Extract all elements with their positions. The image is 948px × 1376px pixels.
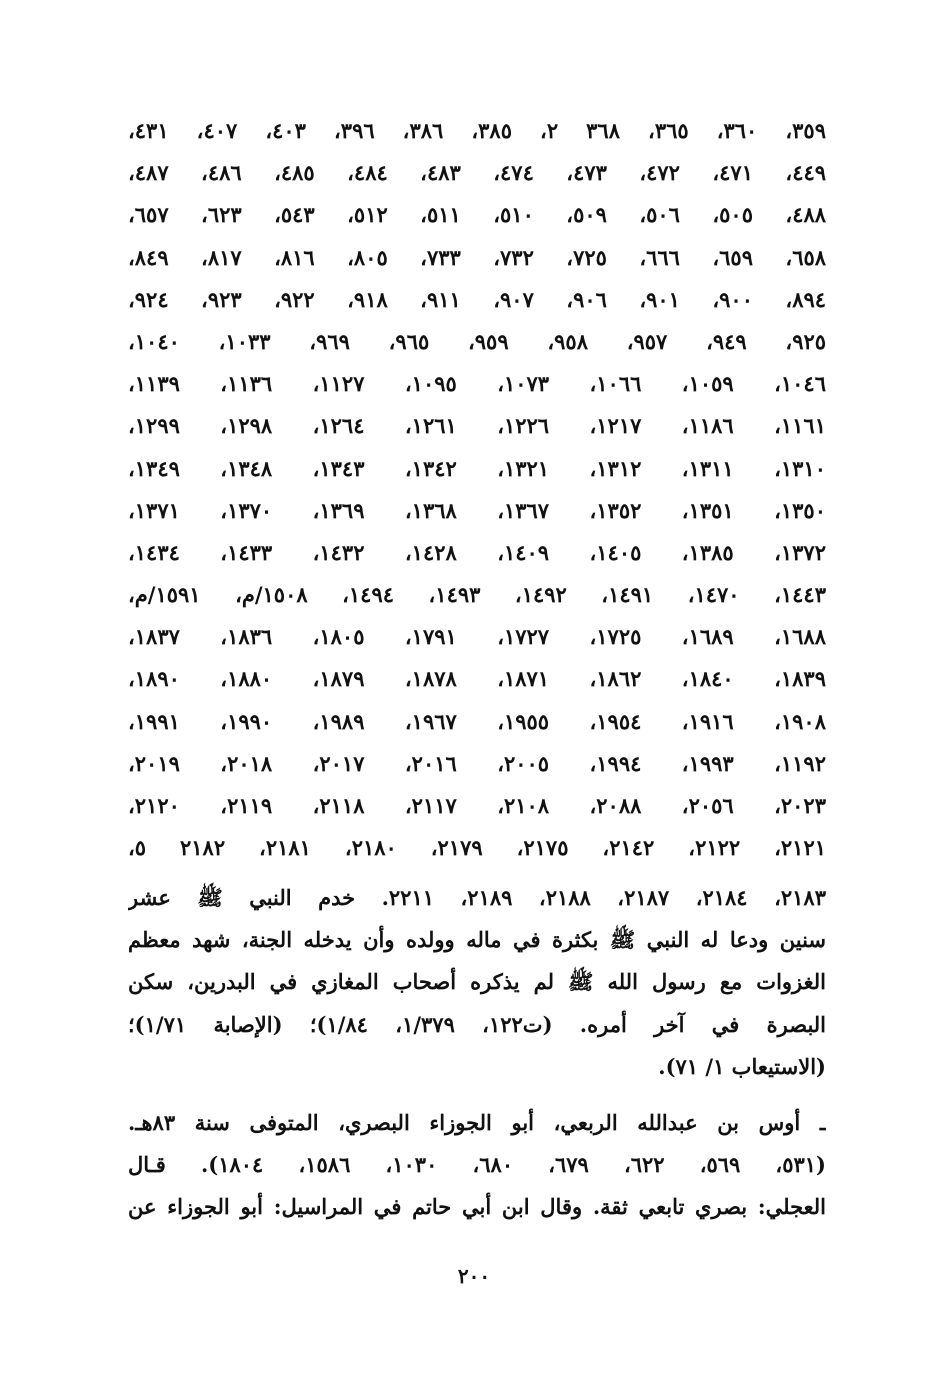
numbers-line: ١٠٤٦، ١٠٥٩، ١٠٦٦، ١٠٧٣، ١٠٩٥، ١١٢٧، ١١٣٦، ١١٣٩، bbox=[128, 371, 826, 397]
numbers-line: ١١٦١، ١١٨٦، ١٢١٧، ١٢٢٦، ١٢٦١، ١٢٦٤، ١٢٩٨، ١٢٩٩، bbox=[128, 413, 826, 439]
entry-line: (٥٣١، ٥٦٩، ٦٢٢، ٦٧٩، ٦٨٠، ١٠٣٠، ١٥٨٦، ١٨٠٤). قـال bbox=[128, 1152, 826, 1178]
numbers-line: ٦٥٨، ٦٥٩، ٦٦٦، ٧٢٥، ٧٣٢، ٧٣٣، ٨٠٥، ٨١٦، ٨١٧، ٨٤٩، bbox=[128, 244, 826, 270]
numbers-line: ٤٤٩، ٤٧١، ٤٧٢، ٤٧٣، ٤٧٤، ٤٨٣، ٤٨٤، ٤٨٥، ٤٨٦، ٤٨٧، bbox=[128, 160, 826, 186]
numbers-line: ١٦٨٨، ١٦٨٩، ١٧٢٥، ١٧٢٧، ١٧٩١، ١٨٠٥، ١٨٣٦، ١٨٣٧، bbox=[128, 624, 826, 650]
numbers-line: ٩٢٥، ٩٤٩، ٩٥٧، ٩٥٨، ٩٥٩، ٩٦٥، ٩٦٩، ١٠٣٣، ١٠٤٠، bbox=[128, 328, 826, 354]
numbers-line: ٢١٢١، ٢١٢٢، ٢١٤٢، ٢١٧٥، ٢١٧٩، ٢١٨٠، ٢١٨١، ٢١٨٢ ٥، bbox=[128, 835, 826, 861]
entry-line: ـ أوس بن عبدالله الربعي، أبو الجوزاء البصري، المتوفى سنة ٨٣هـ. bbox=[128, 1110, 826, 1135]
page-number: ٢٠٠ bbox=[457, 1264, 491, 1288]
numbers-line: ١٨٣٩، ١٨٤٠، ١٨٦٢، ١٨٧١، ١٨٧٨، ١٨٧٩، ١٨٨٠، ١٨٩٠، bbox=[128, 666, 826, 692]
numbers-line: ١٣١٠، ١٣١١، ١٣١٢، ١٣٢١، ١٣٤٢، ١٣٤٣، ١٣٤٨، ١٣٤٩، bbox=[128, 455, 826, 481]
numbers-line: ١٣٥٠، ١٣٥١، ١٣٥٢، ١٣٦٧، ١٣٦٨، ١٣٦٩، ١٣٧٠، ١٣٧١، bbox=[128, 497, 826, 523]
paragraph-line: سنين ودعا له النبي ﷺ بكثرة في ماله وولده وأن يدخله الجنة، شهد معظم bbox=[128, 927, 826, 953]
entry-line: العجلي: بصري تابعي ثقة. وقال ابن أبي حاتم في المراسيل: أبو الجوزاء عن bbox=[128, 1194, 826, 1220]
biography-paragraph bbox=[128, 877, 826, 1088]
numbers-line: ١٤٤٣، ١٤٧٠، ١٤٩١، ١٤٩٢، ١٤٩٣، ١٤٩٤، ١٥٠٨/م، ١٥٩١/م، bbox=[128, 582, 826, 608]
numbers-line: ٣٥٩، ٣٦٠، ٣٦٥، ٣٦٨ ٢، ٣٨٥، ٣٨٦، ٣٩٦، ٤٠٣، ٤٠٧، ٤٣١، bbox=[128, 118, 826, 143]
numbers-line: ٢٠٢٣، ٢٠٥٦، ٢٠٨٨، ٢١٠٨، ٢١١٧، ٢١١٨، ٢١١٩، ٢١٢٠، bbox=[128, 793, 826, 818]
paragraph-line: البصرة في آخر أمره. (ت١٢٢، ١/٣٧٩، ١/٨٤)؛ (الإصابة ١/٧١)؛ bbox=[128, 1011, 826, 1037]
numbers-line: ١٩٠٨، ١٩١٦، ١٩٥٤، ١٩٥٥، ١٩٦٧، ١٩٨٩، ١٩٩٠، ١٩٩١، bbox=[128, 708, 826, 734]
numbers-line: ٤٨٨، ٥٠٥، ٥٠٦، ٥٠٩، ٥١٠، ٥١١، ٥١٢، ٥٤٣، ٦٢٣، ٦٥٧، bbox=[128, 202, 826, 228]
numbers-line: ١١٩٢، ١٩٩٣، ١٩٩٤، ٢٠٠٥، ٢٠١٦، ٢٠١٧، ٢٠١٨، ٢٠١٩، bbox=[128, 750, 826, 776]
paragraph-line: الغزوات مع رسول الله ﷺ لم يذكره أصحاب المغازي في البدرين، سكن bbox=[128, 969, 826, 995]
numbers-line: ١٣٧٢، ١٣٨٥، ١٤٠٥، ١٤٠٩، ١٤٢٨، ١٤٣٢، ١٤٣٣، ١٤٣٤، bbox=[128, 539, 826, 565]
numbers-line: ٨٩٤، ٩٠٠، ٩٠١، ٩٠٦، ٩٠٧، ٩١١، ٩١٨، ٩٢٢، ٩٢٣، ٩٢٤، bbox=[128, 286, 826, 312]
reference-numbers-block bbox=[128, 110, 826, 869]
entry-paragraph bbox=[128, 1102, 826, 1229]
paragraph-line: ٢١٨٣، ٢١٨٤، ٢١٨٧، ٢١٨٨، ٢١٨٩، ٢٢١١. خدم النبي ﷺ عشر bbox=[128, 885, 826, 910]
paragraph-line: (الاستيعاب ١/ ٧١). bbox=[658, 1053, 826, 1079]
